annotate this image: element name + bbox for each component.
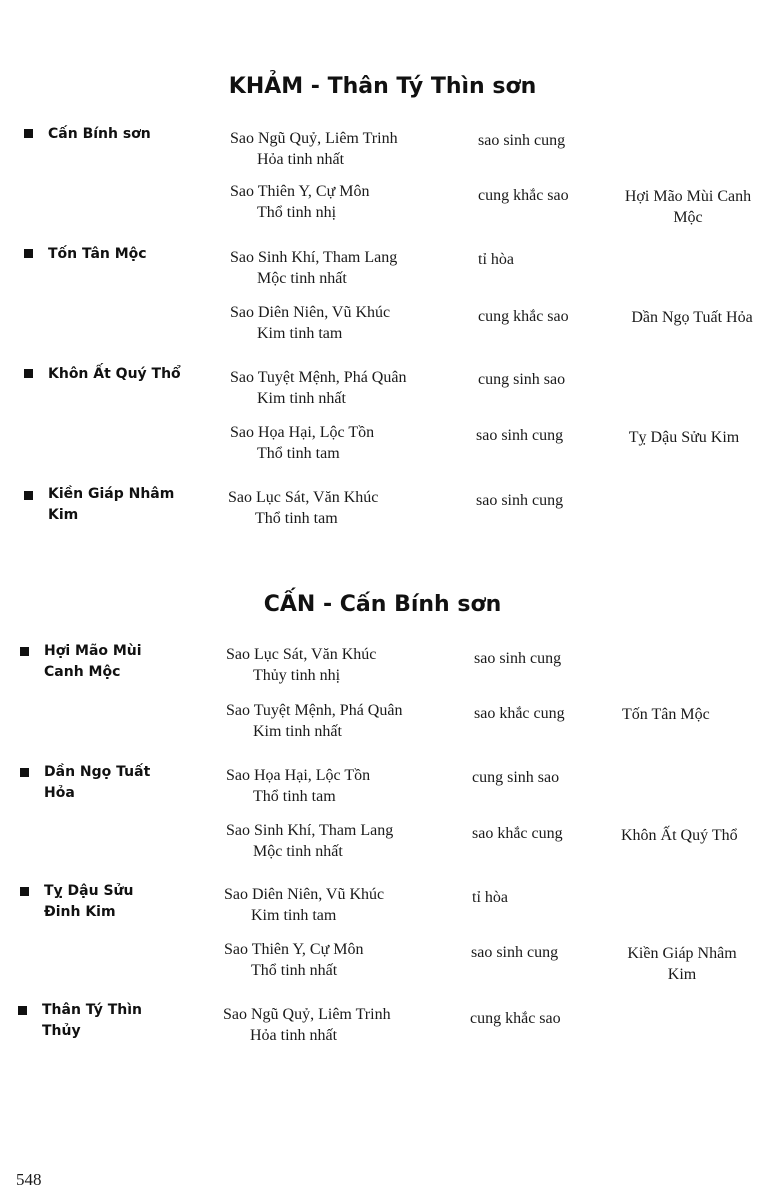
star-entry (230, 181, 470, 223)
section-title-can: CẤN - Cấn Bính sơn (263, 592, 502, 617)
bullet-icon (24, 369, 33, 378)
star-name: Sao Diên Niên, Vũ Khúc (230, 304, 391, 321)
group-label: Cấn Bính sơn (48, 126, 151, 142)
page-number: 548 (16, 1170, 42, 1189)
group-label: Tỵ Dậu Sửu Đinh Kim (44, 883, 134, 920)
relation-text: cung khắc sao (478, 187, 569, 204)
star-entry (224, 939, 464, 981)
relation-text: sao khắc cung (474, 705, 565, 722)
bullet-icon (18, 1006, 27, 1015)
relation-text: sao sinh cung (471, 944, 559, 961)
group-label: Khôn Ất Quý Thổ (48, 366, 181, 382)
star-element: Kim tinh nhất (257, 390, 346, 407)
star-element: Hỏa tinh nhất (250, 1027, 338, 1044)
star-element: Thổ tinh nhất (251, 962, 338, 979)
group-label: Thân Tý Thìn Thủy (42, 1002, 142, 1039)
star-element: Hỏa tinh nhất (257, 151, 345, 168)
star-name: Sao Họa Hại, Lộc Tồn (226, 767, 371, 784)
star-entry (226, 644, 466, 686)
direction-text: Khôn Ất Quý Thổ (621, 827, 738, 844)
direction-text: Tỵ Dậu Sửu Kim (628, 429, 740, 446)
bullet-icon (24, 129, 33, 138)
star-entry (224, 884, 464, 926)
star-name: Sao Ngũ Quỷ, Liêm Trinh (230, 130, 398, 147)
bullet-icon (20, 768, 29, 777)
star-element: Kim tinh tam (251, 907, 337, 924)
bullet-icon (24, 249, 33, 258)
star-element: Thổ tinh tam (255, 510, 338, 527)
relation-text: sao sinh cung (478, 132, 566, 149)
star-element: Kim tinh nhất (253, 723, 342, 740)
star-entry (230, 247, 470, 289)
direction-text: Kiền Giáp Nhâm Kim (627, 945, 737, 983)
star-entry (230, 302, 470, 344)
group-label: Tốn Tân Mộc (48, 246, 147, 262)
relation-text: sao sinh cung (474, 650, 562, 667)
relation-text: cung sinh sao (472, 769, 560, 786)
star-name: Sao Lục Sát, Văn Khúc (226, 646, 377, 663)
relation-text: cung sinh sao (478, 371, 566, 388)
relation-text: tỉ hòa (472, 889, 508, 906)
star-name: Sao Sinh Khí, Tham Lang (230, 249, 398, 266)
relation-text: cung khắc sao (478, 308, 569, 325)
bullet-icon (20, 647, 29, 656)
relation-text: sao khắc cung (472, 825, 563, 842)
star-element: Thổ tinh tam (257, 445, 340, 462)
star-name: Sao Thiên Y, Cự Môn (224, 941, 364, 958)
bullet-icon (24, 491, 33, 500)
star-element: Thủy tinh nhị (253, 667, 341, 684)
star-entry (230, 422, 470, 464)
relation-text: sao sinh cung (476, 427, 564, 444)
star-name: Sao Họa Hại, Lộc Tồn (230, 424, 375, 441)
section-title-kham: KHẢM - Thân Tý Thìn sơn (228, 74, 537, 99)
star-name: Sao Tuyệt Mệnh, Phá Quân (226, 702, 403, 719)
group-label: Dần Ngọ Tuất Hỏa (44, 764, 151, 801)
star-name: Sao Lục Sát, Văn Khúc (228, 489, 379, 506)
star-element: Thổ tinh tam (253, 788, 336, 805)
group-label: Hợi Mão Mùi Canh Mộc (44, 643, 142, 680)
star-element: Kim tinh tam (257, 325, 343, 342)
relation-text: sao sinh cung (476, 492, 564, 509)
star-name: Sao Thiên Y, Cự Môn (230, 183, 370, 200)
star-element: Thổ tinh nhị (257, 204, 337, 221)
star-entry (226, 820, 466, 862)
bullet-icon (20, 887, 29, 896)
star-name: Sao Tuyệt Mệnh, Phá Quân (230, 369, 407, 386)
star-name: Sao Sinh Khí, Tham Lang (226, 822, 394, 839)
star-entry (223, 1004, 463, 1046)
direction-text: Tốn Tân Mộc (622, 706, 710, 723)
star-name: Sao Ngũ Quỷ, Liêm Trinh (223, 1006, 391, 1023)
star-element: Mộc tinh nhất (257, 270, 347, 287)
star-element: Mộc tinh nhất (253, 843, 343, 860)
relation-text: tỉ hòa (478, 251, 514, 268)
star-entry (226, 700, 466, 742)
star-entry (228, 487, 468, 529)
direction-text: Dần Ngọ Tuất Hỏa (631, 309, 753, 326)
group-label: Kiền Giáp Nhâm Kim (48, 486, 175, 523)
star-entry (226, 765, 466, 807)
star-entry (230, 367, 470, 409)
relation-text: cung khắc sao (470, 1010, 561, 1027)
star-name: Sao Diên Niên, Vũ Khúc (224, 886, 385, 903)
direction-text: Hợi Mão Mùi Canh Mộc (624, 188, 752, 226)
star-entry (230, 128, 470, 170)
